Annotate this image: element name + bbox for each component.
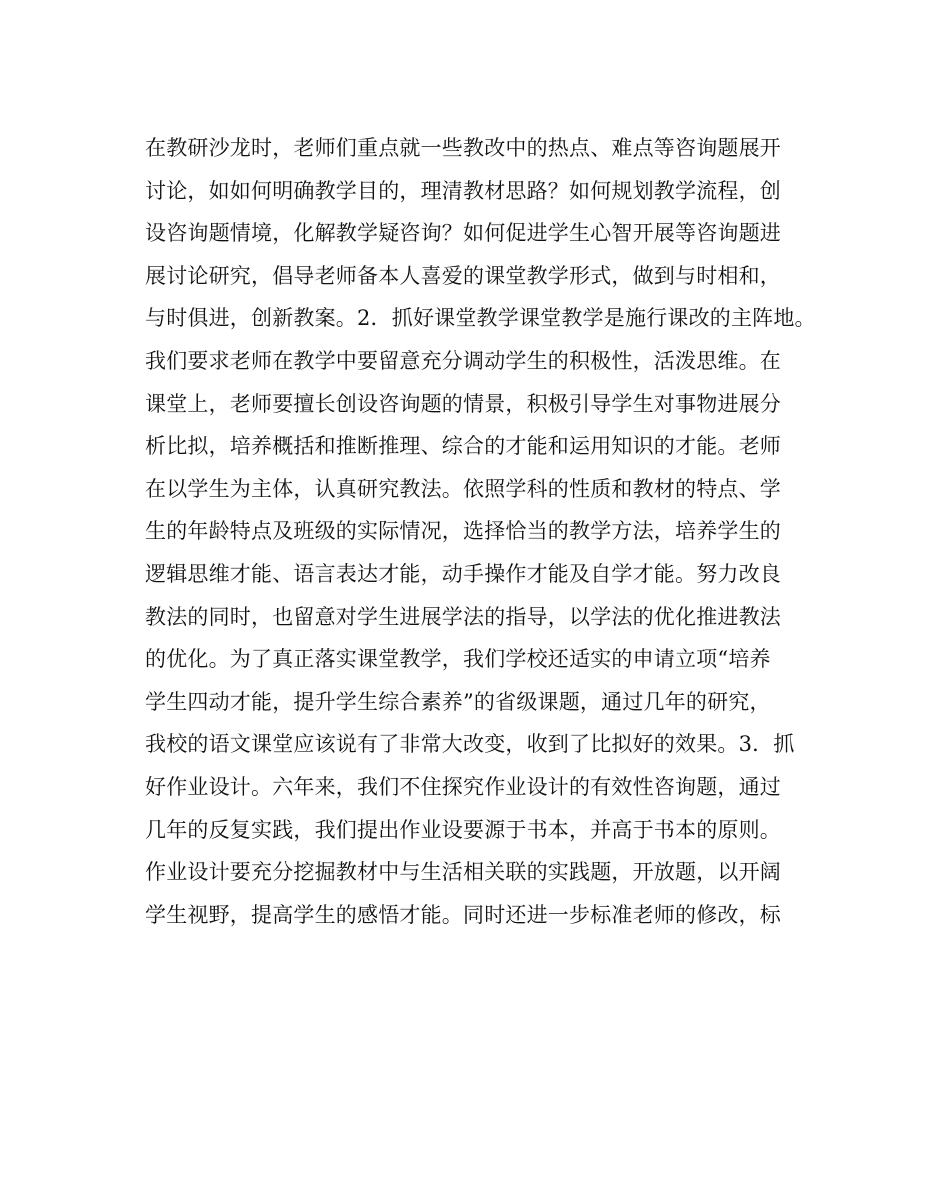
text-line: 设咨询题情境，化解教学疑咨询？如何促进学生心智开展等咨询题进	[145, 221, 781, 246]
text-line: 生的年龄特点及班级的实际情况，选择恰当的教学方法，培养学生的	[145, 519, 781, 544]
text-line: 作业设计要充分挖掘教材中与生活相关联的实践题，开放题，以开阔	[145, 860, 781, 885]
text-line: 学生视野，提高学生的感悟才能。同时还进一步标准老师的修改，标	[145, 902, 781, 927]
text-line: 的优化。为了真正落实课堂教学，我们学校还适实的申请立项“培养	[145, 647, 771, 672]
text-line: 在以学生为主体，认真研究教法。依照学科的性质和教材的特点、学	[145, 476, 781, 501]
text-line: 学生四动才能，提升学生综合素养”的省级课题，通过几年的研究，	[145, 689, 771, 714]
text-line: 几年的反复实践，我们提出作业设要源于书本，并高于书本的原则。	[145, 817, 781, 842]
text-line: 我们要求老师在教学中要留意充分调动学生的积极性，活泼思维。在	[145, 348, 781, 373]
text-line: 课堂上，老师要擅长创设咨询题的情景，积极引导学生对事物进展分	[145, 391, 781, 416]
text-line: 展讨论研究，倡导老师备本人喜爱的课堂教学形式，做到与时相和，	[145, 263, 781, 288]
text-line: 逻辑思维才能、语言表达才能，动手操作才能及自学才能。努力改良	[145, 561, 781, 586]
text-line: 讨论，如如何明确教学目的，理清教材思路？如何规划教学流程，创	[145, 178, 781, 203]
text-line: 我校的语文课堂应该说有了非常大改变，收到了比拟好的效果。3．抓	[145, 732, 795, 757]
text-line: 教法的同时，也留意对学生进展学法的指导，以学法的优化推进教法	[145, 604, 781, 629]
text-line: 好作业设计。六年来，我们不住探究作业设计的有效性咨询题，通过	[145, 774, 781, 799]
body-paragraph	[145, 127, 845, 936]
text-line: 与时俱进，创新教案。2．抓好课堂教学课堂教学是施行课改的主阵地。	[145, 306, 816, 331]
text-line: 在教研沙龙时，老师们重点就一些教改中的热点、难点等咨询题展开	[145, 136, 781, 160]
text-line: 析比拟，培养概括和推断推理、综合的才能和运用知识的才能。老师	[145, 434, 781, 459]
